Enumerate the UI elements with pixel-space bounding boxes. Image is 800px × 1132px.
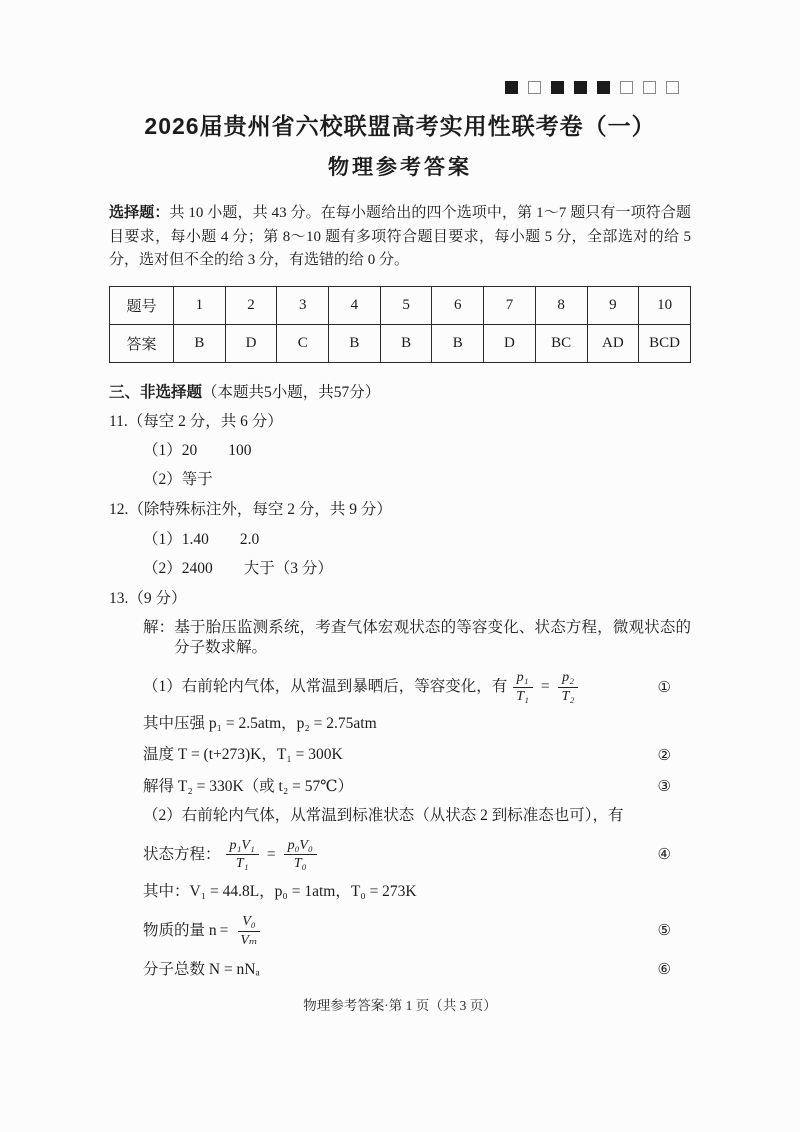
question-number-row <box>110 287 691 325</box>
question-13-given-2: 其中：V₁ = 44.8L，p₀ = 1atm，T₀ = 273K <box>143 882 417 900</box>
fraction-numerator: V₀ <box>238 913 259 932</box>
fraction-denominator: Vₘ <box>240 932 258 948</box>
question-11-answer-1: （1）20 100 <box>143 442 252 460</box>
equation-3-text: 解得 T₂ = 330K（或 t₂ = 57℃） <box>143 777 354 795</box>
fraction <box>226 837 259 873</box>
fraction <box>236 913 261 949</box>
fraction-numerator: p₂ <box>558 669 578 688</box>
equation-number: ① <box>657 677 671 696</box>
answer-row <box>110 325 691 363</box>
question-12-answer-1: （1）1.40 2.0 <box>143 530 260 548</box>
answer-row-label: 答案 <box>110 325 174 363</box>
equals-sign: = <box>540 678 550 696</box>
answer-cell: BCD <box>639 325 691 363</box>
fraction-denominator: T₂ <box>561 688 575 704</box>
empty-mark-square <box>643 81 656 94</box>
question-number: 10 <box>639 287 691 325</box>
equation-2-text: 温度 T = (t+273)K，T₁ = 300K <box>143 746 343 764</box>
equation-6-text: 分子总数 N = nNₐ <box>143 961 260 979</box>
answer-key-title: 物理参考答案 <box>328 156 472 179</box>
answer-table <box>109 286 691 363</box>
fraction-denominator: T₁ <box>235 856 249 872</box>
question-number: 1 <box>174 287 226 325</box>
title-block <box>0 0 800 181</box>
answer-cell: BC <box>535 325 587 363</box>
equation-line-4 <box>109 837 691 873</box>
equation-number: ④ <box>657 845 671 864</box>
equation-line-2 <box>109 745 691 765</box>
question-13-given-1: 其中压强 p₁ = 2.5atm，p₂ = 2.75atm <box>143 715 377 733</box>
equation-5-text: 物质的量 n <box>143 921 217 939</box>
equals-sign: = <box>219 921 229 939</box>
question-number: 7 <box>484 287 536 325</box>
question-12-answer-2: （2）2400 大于（3 分） <box>143 559 333 577</box>
instructions-paragraph <box>109 201 691 273</box>
section-heading-title: 三、非选择题 <box>109 384 203 402</box>
equation-line-3 <box>109 777 691 797</box>
equals-sign: = <box>266 845 276 863</box>
answer-cell: C <box>277 325 329 363</box>
fraction-denominator: T₁ <box>516 688 529 704</box>
question-11-label: 11.（每空 2 分，共 6 分） <box>109 413 283 431</box>
answer-cell: B <box>329 325 381 363</box>
fraction <box>512 669 533 705</box>
answer-cell: AD <box>587 325 639 363</box>
equation-number: ③ <box>657 776 671 795</box>
section-heading <box>109 380 691 402</box>
answer-cell: B <box>380 325 432 363</box>
fraction-denominator: T₀ <box>293 856 307 872</box>
instructions-lead: 选择题： <box>109 204 170 221</box>
question-number: 4 <box>329 287 381 325</box>
fraction <box>284 837 317 873</box>
filled-mark-square <box>574 81 587 94</box>
equation-number: ⑥ <box>657 960 671 979</box>
question-number: 9 <box>587 287 639 325</box>
answer-cell: D <box>225 325 277 363</box>
answer-cell: B <box>432 325 484 363</box>
answer-cell: D <box>484 325 536 363</box>
section-heading-detail: （本题共5小题，共57分） <box>202 384 381 402</box>
question-13-part-2: （2）右前轮内气体，从常温到标准状态（从状态 2 到标准态也可），有 <box>143 806 624 824</box>
question-number: 8 <box>535 287 587 325</box>
registration-marks <box>505 81 679 94</box>
fraction <box>558 669 579 705</box>
question-number: 5 <box>380 287 432 325</box>
instructions-body: 共 10 小题，共 43 分。在每小题给出的四个选项中，第 1～7 题只有一项符合题目要求，每小题 4 分；第 8～10 题有多项符合题目要求，每小题 5 分，全部选对的给 5 分，选对但不全的给 3 分，有选错的给 0 分。 <box>109 205 691 269</box>
fraction-numerator: p₀V₀ <box>284 837 317 856</box>
question-number-row-label: 题号 <box>110 287 174 325</box>
exam-title: 2026届贵州省六校联盟高考实用性联考卷（一） <box>144 113 656 139</box>
equation-line-6 <box>109 960 691 980</box>
question-11-answer-2: （2）等于 <box>143 471 213 489</box>
equation-1-text: （1）右前轮内气体，从常温到暴晒后，等容变化，有 <box>143 678 508 696</box>
fraction-numerator: p₁ <box>513 669 533 688</box>
empty-mark-square <box>666 81 679 94</box>
question-13-solution-note: 解：基于胎压监测系统，考查气体宏观状态的等容变化、状态方程，微观状态的分子数求解。 <box>143 619 691 657</box>
answer-cell: B <box>174 325 226 363</box>
filled-mark-square <box>505 81 518 94</box>
filled-mark-square <box>597 81 610 94</box>
empty-mark-square <box>528 81 541 94</box>
question-number: 2 <box>225 287 277 325</box>
fraction-numerator: p₁V₁ <box>226 837 259 856</box>
question-12-label: 12.（除特殊标注外，每空 2 分，共 9 分） <box>109 501 392 519</box>
equation-number: ② <box>657 745 671 764</box>
equation-line-5 <box>109 913 691 949</box>
content-area <box>109 201 691 980</box>
question-13-label: 13.（9 分） <box>109 589 187 607</box>
question-number: 3 <box>277 287 329 325</box>
question-number: 6 <box>432 287 484 325</box>
empty-mark-square <box>620 81 633 94</box>
filled-mark-square <box>551 81 564 94</box>
equation-number: ⑤ <box>657 921 671 940</box>
equation-line-1 <box>109 669 691 705</box>
page-footer: 物理参考答案·第 1 页（共 3 页） <box>303 998 497 1013</box>
equation-4-text: 状态方程： <box>143 845 221 863</box>
